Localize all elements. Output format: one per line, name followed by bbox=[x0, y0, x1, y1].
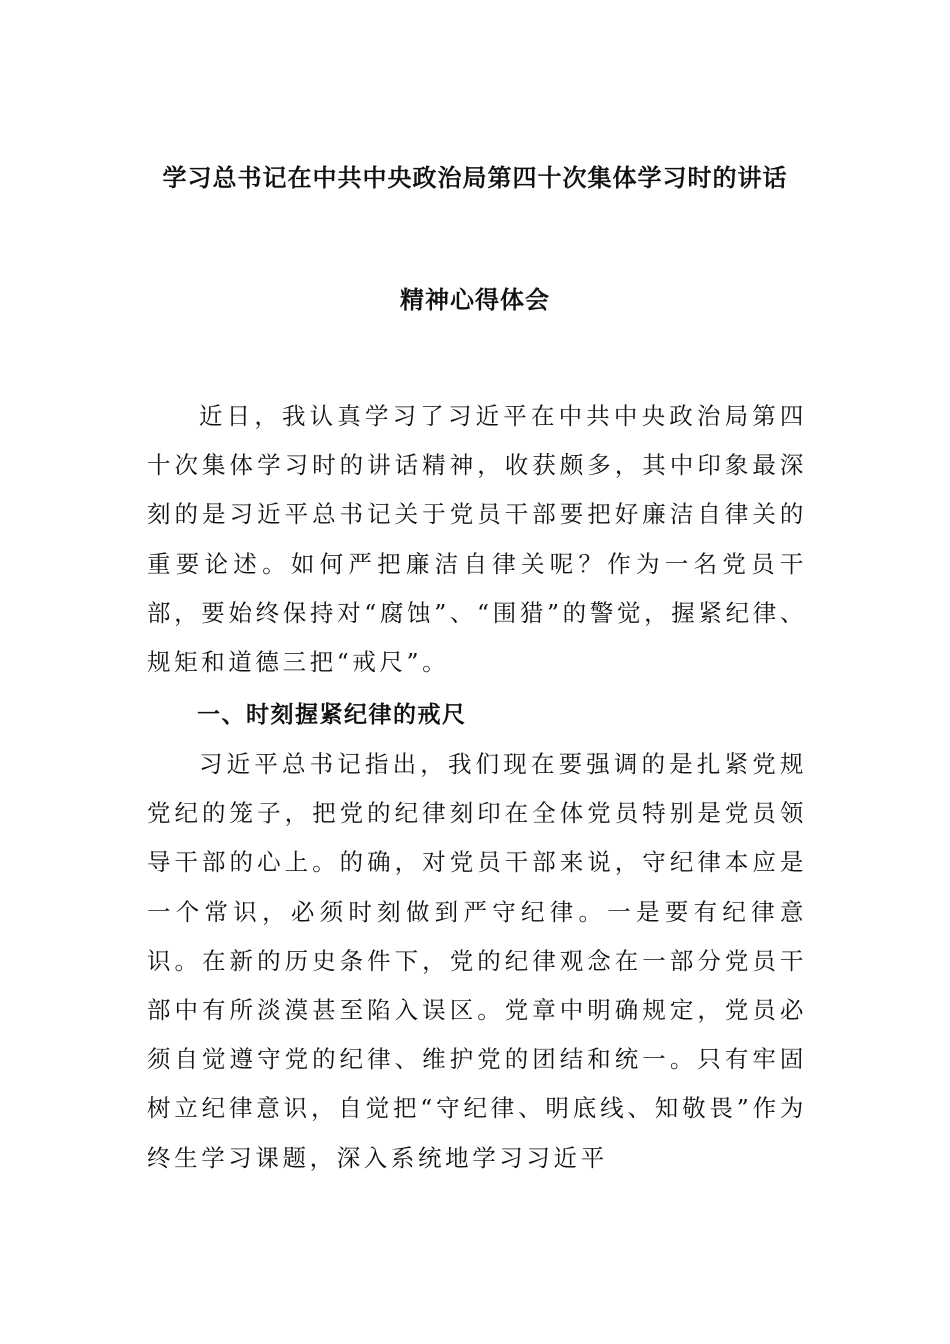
paragraph-intro: 近日，我认真学习了习近平在中共中央政治局第四十次集体学习时的讲话精神，收获颇多，其中印象最深刻的是习近平总书记关于党员干部要把好廉洁自律关的重要论述。如何严把廉洁自律关呢？作为一名党员干部，要始终保持对“腐蚀”、“围猎”的警觉，握紧纪律、规矩和道德三把“戒尺”。 bbox=[147, 402, 807, 677]
document-title-line-1: 学习总书记在中共中央政治局第四十次集体学习时的讲话 bbox=[162, 164, 788, 192]
paragraph-section-1: 习近平总书记指出，我们现在要强调的是扎紧党规党纪的笼子，把党的纪律刻印在全体党员特别是党员领导干部的心上。的确，对党员干部来说，守纪律本应是一个常识，必须时刻做到严守纪律。一是要有纪律意识。在新的历史条件下，党的纪律观念在一部分党员干部中有所淡漠甚至陷入误区。党章中明确规定，党员必须自觉遵守党的纪律、维护党的团结和统一。只有牢固树立纪律意识，自觉把“守纪律、明底线、知敬畏”作为终生学习课题，深入系统地学习习近平 bbox=[147, 750, 807, 1172]
section-heading-1: 一、时刻握紧纪律的戒尺 bbox=[197, 702, 467, 728]
document-title-line-2: 精神心得体会 bbox=[400, 286, 550, 314]
